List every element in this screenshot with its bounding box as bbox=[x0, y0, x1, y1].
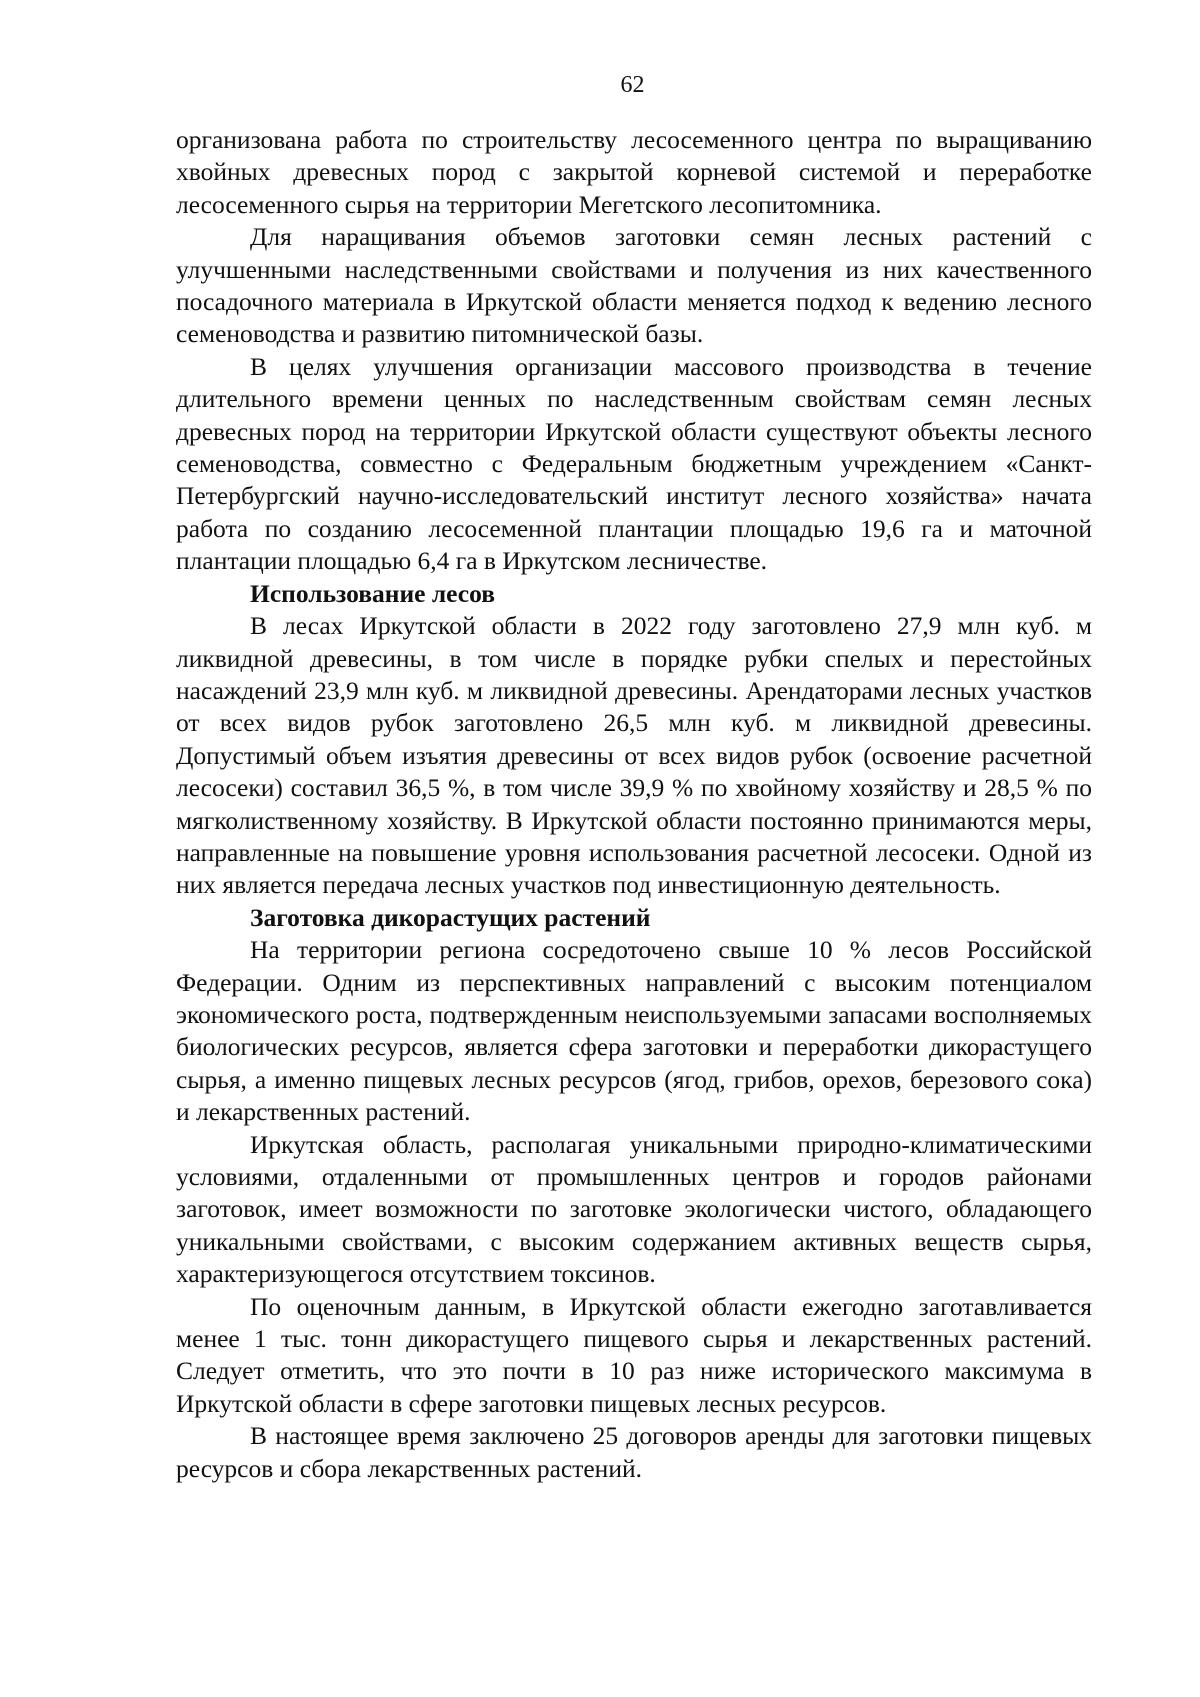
paragraph-seed-plantations: В целях улучшения организации массового производства в течение длительного времени ценных по наследственным свойствам семян лесных древесных пород на территории Иркутской области существуют объекты лесного семеноводства, совместно с Федеральным бюджетным учреждением «Санкт-Петербургский научно-исследовательский институт лесного хозяйства» начата работа по созданию лесосеменной плантации площадью 19,6 га и маточной плантации площадью 6,4 га в Иркутском лесничестве. bbox=[176, 351, 1092, 576]
document-body bbox=[176, 124, 1092, 1485]
paragraph-seed-center: организована работа по строительству лесосеменного центра по выращиванию хвойных древесных пород с закрытой корневой системой и переработке лесосеменного сырья на территории Мегетского лесопитомника. bbox=[176, 125, 1092, 219]
paragraph-irkutsk-conditions: Иркутская область, располагая уникальными природно-климатическими условиями, отдаленными от промышленных центров и городов районами заготовок, имеет возможности по заготовке экологически чистого, обладающего уникальными свойствами, с высоким содержанием активных веществ сырья, характеризующегося отсутствием токсинов. bbox=[176, 1129, 1092, 1289]
paragraph-timber-harvest: В лесах Иркутской области в 2022 году заготовлено 27,9 млн куб. м ликвидной древесины, в том числе в порядке рубки спелых и перестойных насаждений 23,9 млн куб. м ликвидной древесины. Арендаторами лесных участков от всех видов рубок заготовлено 26,5 млн куб. м ликвидной древесины. Допустимый объем изъятия древесины от всех видов рубок (освоение расчетной лесосеки) составил 36,5 %, в том числе 39,9 % по хвойному хозяйству и 28,5 % по мягколиственному хозяйству. В Иркутской области постоянно принимаются меры, направленные на повышение уровня использования расчетной лесосеки. Одной из них является передача лесных участков под инвестиционную деятельность. bbox=[176, 611, 1092, 900]
page-number: 62 bbox=[620, 72, 645, 98]
section-heading-forest-use: Использование лесов bbox=[250, 578, 496, 608]
section-heading-wild-plants: Заготовка дикорастущих растений bbox=[250, 902, 651, 932]
paragraph-lease-agreements: В настоящее время заключено 25 договоров аренды для заготовки пищевых ресурсов и сбора лекарственных растений. bbox=[176, 1421, 1092, 1483]
paragraph-region-resources: На территории региона сосредоточено свыше 10 % лесов Российской Федерации. Одним из перспективных направлений с высоким потенциалом экономического роста, подтвержденным неиспользуемыми запасами восполняемых биологических ресурсов, является сфера заготовки и переработки дикорастущего сырья, а именно пищевых лесных ресурсов (ягод, грибов, орехов, березового сока) и лекарственных растений. bbox=[176, 935, 1092, 1127]
paragraph-harvest-estimates: По оценочным данным, в Иркутской области ежегодно заготавливается менее 1 тыс. тонн дикорастущего пищевого сырья и лекарственных растений. Следует отметить, что это почти в 10 раз ниже исторического максимума в Иркутской области в сфере заготовки пищевых лесных ресурсов. bbox=[176, 1291, 1092, 1418]
paragraph-seed-harvesting: Для наращивания объемов заготовки семян лесных растений с улучшенными наследственными свойствами и получения из них качественного посадочного материала в Иркутской области меняется подход к ведению лесного семеноводства и развитию питомнической базы. bbox=[176, 222, 1092, 349]
